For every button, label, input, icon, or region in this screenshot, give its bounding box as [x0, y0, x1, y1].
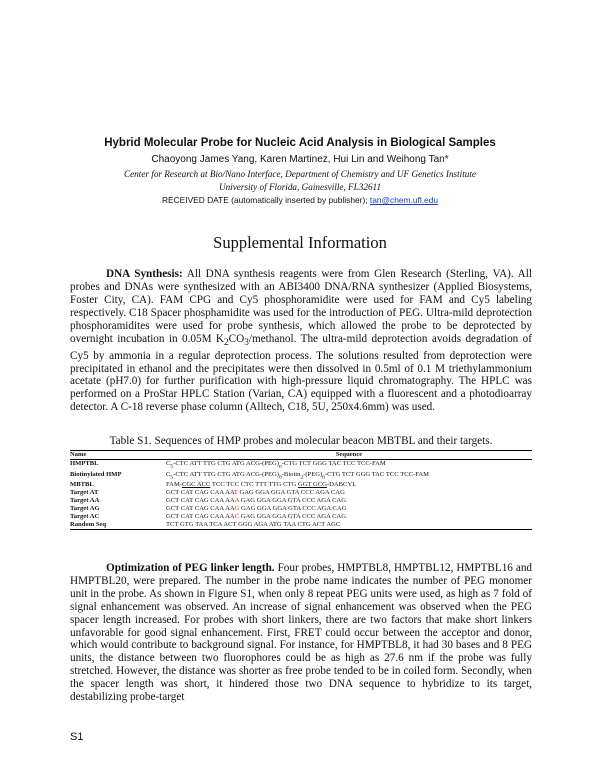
table-row: [70, 521, 532, 530]
dna-synthesis-paragraph: [70, 268, 532, 414]
optimization-paragraph: [70, 562, 532, 704]
row-name: Target AC: [70, 513, 100, 521]
table-row: [70, 460, 532, 471]
sequence-table-block: [70, 435, 532, 530]
row-name: MBTBL: [70, 480, 94, 488]
k2co3-subscript-1: 2: [224, 337, 229, 348]
table-row: [70, 481, 532, 489]
mismatch-base: A: [234, 497, 240, 505]
row-sequence: GCT CAT CAG CAA AAC GAG GGA GGA GTA CCC AGA CAG: [166, 513, 347, 521]
table-caption: Table S1. Sequences of HMP probes and molecular beacon MBTBL and their targets.: [109, 435, 493, 447]
row-name: Target AT: [70, 489, 99, 496]
row-sequence: GCT CAT CAG CAA AAG GAG GGA GGA GTA CCC AGA CAG: [166, 505, 347, 513]
table-row: [70, 513, 532, 521]
row-sequence: GCT CAT CAG CAA AAT GAG GGA GGA GTA CCC AGA CAG: [166, 489, 345, 496]
table-row: [70, 505, 532, 513]
row-sequence: $C_5$-CTC ATT TTG CTG ATG ACG-$(PEG)_6-Biotin_2-(PEG)_6$-CTG TCT GGG TAC TCC TCC-FAM: [166, 470, 430, 480]
optimization-body: Four probes, HMPTBL8, HMPTBL12, HMPTBL16 and HMPTBL20, were prepared. The number in the probe name indicates the number of PEG monomer unit in the probe. As shown in Figure S1, when only 8 repeat PEG units were used, as high as 7 fold of signal enhancement was observed. An increase of signal enhancement was observed when the PEG spacer length increased. For probes with short linkers, there are two factors that make short linkers unfavorable for good signal enhancement. First, FRET could occur between the acceptor and donor, which would contribute to background signal. For instance, for HMPTBL8, it had 30 bases and 8 PEG units, the distance between two fluorophores could be as high as 27.6 nm if the probe was fully stretched. However, the distance was shorter as free probe tended to be in coiled form. Secondly, when the spacer length was short, it hindered those two DNA sequence to hybridize to its target, destabilizing probe-target: [70, 562, 533, 704]
column-header-sequence: Sequence: [166, 451, 532, 460]
paper-title: Hybrid Molecular Probe for Nucleic Acid Analysis in Biological Samples: [104, 137, 496, 149]
row-sequence: GCT CAT CAG CAA AAA GAG GGA GGA GTA CCC AGA CAG: [166, 497, 347, 505]
row-sequence: TCT GTG TAA TCA ACT GGG AGA ATG TAA CTG ACT AGC: [166, 521, 532, 530]
row-name: HMPTBL: [70, 460, 99, 468]
row-name: Random Seq: [70, 521, 166, 530]
table-row: [70, 497, 532, 505]
mismatch-base: C: [234, 513, 240, 521]
table-header-row: [70, 451, 532, 460]
table-row: [70, 489, 532, 497]
row-sequence: $C_5$-CTC ATT TTG CTG ATG ACG-$(PEG)_n$-CTG TCT GGG TAC TCC TCC-FAM: [166, 460, 386, 470]
row-name: Target AA: [70, 497, 100, 505]
page-number: S1: [70, 731, 84, 743]
k2co3-subscript-2: 3: [244, 337, 249, 348]
mismatch-base: G: [234, 505, 240, 513]
author-list: Chaoyong James Yang, Karen Martinez, Hui Lin and Weihong Tan*: [151, 154, 449, 165]
row-name: Target AG: [70, 505, 100, 513]
received-date-line: [0, 195, 600, 205]
row-name: Biotinylated HMP: [70, 470, 122, 478]
k2co3-mid: CO: [228, 332, 245, 345]
dna-synthesis-body-2: /methanol. The ultra-mild deprotection avoids degradation of Cy5 by ammonia in a regular deprotection process. The solutions resulted from deprotection were precipitated in ethanol and the precipitates were then dissolved in 0.5ml of 0.1 M triethylammonium acetate (pH7.0) for further purification with high-pressure liquid chromatography. The HPLC was performed on a ProStar HPLC Station (Varian, CA) equipped with a fluorescent and a photodioarray detector. A C-18 reverse phase column (Alltech, C18, 5U, 250x4.6mm) was used.: [70, 332, 532, 414]
row-sequence: FAM-CGC ACC TCC TCC CTC TTT TTG CTG GGT GCG-DABCYL: [166, 480, 357, 488]
received-label: RECEIVED DATE (automatically inserted by publisher);: [161, 195, 368, 205]
dna-synthesis-lead: DNA Synthesis:: [106, 268, 183, 280]
table-row: [70, 471, 532, 481]
dna-synthesis-body-1: All DNA synthesis reagents were from Glen Research (Sterling, VA). All probes and DNAs were synthesized with an ABI3400 DNA/RNA synthesizer (Applied Biosystems, Foster City, CA). FAM CPG and Cy5 phosphoramidite were used for FAM and Cy5 labeling respectively. C18 Spacer phosphamidite was used for the introduction of PEG. Ultra-mild deprotection phosphoramidites were used for probe synthesis, which allowed the probe to be deprotected by overnight incubation in 0.05M K: [70, 268, 532, 345]
column-header-name: Name: [70, 451, 166, 460]
author-email-link[interactable]: tan@chem.ufl.edu: [369, 195, 438, 205]
sequence-table: [70, 450, 532, 530]
affiliation-line-2: University of Florida, Gainesville, FL32611: [218, 182, 382, 192]
affiliation-line-1: Center for Research at Bio/Nano Interface, Department of Chemistry and UF Genetics Institute: [123, 169, 477, 179]
optimization-lead: Optimization of PEG linker length.: [106, 562, 275, 574]
mismatch-base: T: [233, 489, 238, 496]
section-heading: Supplemental Information: [213, 233, 387, 252]
